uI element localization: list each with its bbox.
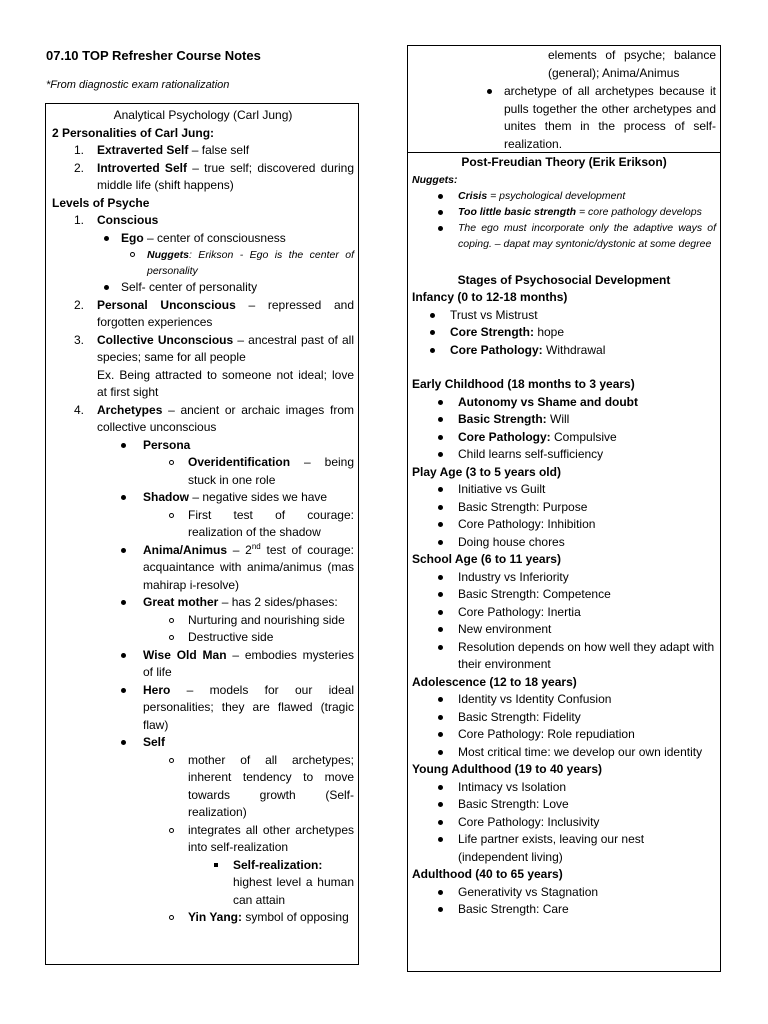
list-item: Basic Strength: Competence xyxy=(412,586,716,604)
list-item: Doing house chores xyxy=(412,534,716,552)
self-sub-2: integrates all other archetypes into self-realization xyxy=(52,822,354,857)
bullet-icon xyxy=(438,715,443,720)
bullet-icon xyxy=(121,443,126,448)
bullet-icon xyxy=(438,890,443,895)
bullet-icon xyxy=(438,400,443,405)
bullet-icon xyxy=(430,313,435,318)
bullet-icon xyxy=(438,505,443,510)
list-item: Core Pathology: Inclusivity xyxy=(412,814,716,832)
list-item: Most critical time: we develop our own identity xyxy=(412,744,716,762)
bullet-icon xyxy=(438,540,443,545)
circle-bullet-icon xyxy=(130,252,135,257)
bullet-icon xyxy=(104,236,109,241)
bullet-icon xyxy=(121,688,126,693)
bullet-icon xyxy=(438,837,443,842)
jung-continuation xyxy=(407,45,721,153)
archetype-self: Self xyxy=(52,734,354,752)
bullet-icon xyxy=(121,548,126,553)
bullet-icon xyxy=(121,495,126,500)
bullet-icon xyxy=(438,194,443,199)
list-item: Core Pathology: Withdrawal xyxy=(412,342,716,360)
archetype-hero: Hero – models for our ideal personalities; they are flawed (tragic flaw) xyxy=(52,682,354,735)
level-4: 4. Archetypes – ancient or archaic images from collective unconscious xyxy=(74,402,354,434)
page-title: 07.10 TOP Refresher Course Notes xyxy=(46,48,261,63)
bullet-icon xyxy=(438,592,443,597)
list-item: Basic Strength: Purpose xyxy=(412,499,716,517)
bullet-icon xyxy=(438,785,443,790)
list-item: Trust vs Mistrust xyxy=(412,307,716,325)
bullet-icon xyxy=(438,732,443,737)
list-item: Identity vs Identity Confusion xyxy=(412,691,716,709)
jung-section xyxy=(45,103,359,965)
erikson-section xyxy=(407,152,721,972)
self-sub-1: mother of all archetypes; inherent tendency to move towards growth (Self-realization) xyxy=(52,752,354,822)
bullet-icon xyxy=(438,802,443,807)
list-item: Industry vs Inferiority xyxy=(412,569,716,587)
list-item: Initiative vs Guilt xyxy=(412,481,716,499)
stage-early-childhood: Early Childhood (18 months to 3 years) xyxy=(412,377,635,391)
bullet-icon xyxy=(438,907,443,912)
stage-adolescence: Adolescence (12 to 18 years) xyxy=(412,674,577,689)
stage-adulthood: Adulthood (40 to 65 years) xyxy=(412,867,563,881)
bullet-icon xyxy=(438,697,443,702)
bullet-icon xyxy=(438,627,443,632)
ego-nuggets: Nuggets: Erikson - Ego is the center of personality xyxy=(52,247,354,279)
circle-bullet-icon xyxy=(169,618,174,623)
bullet-icon xyxy=(438,575,443,580)
list-item: Core Pathology: Role repudiation xyxy=(412,726,716,744)
erikson-nuggets-label: Nuggets: xyxy=(412,173,458,186)
erikson-title: Post-Freudian Theory (Erik Erikson) xyxy=(461,155,667,169)
stage-infancy: Infancy (0 to 12-18 months) xyxy=(412,290,568,304)
list-item: Core Strength: hope xyxy=(412,324,716,342)
page-note: *From diagnostic exam rationalization xyxy=(46,79,230,91)
list-item: Basic Strength: Care xyxy=(412,901,716,919)
bullet-icon xyxy=(104,285,109,290)
list-item: Autonomy vs Shame and doubt xyxy=(412,394,716,412)
archetype-persona: Persona xyxy=(52,437,354,455)
bullet-icon xyxy=(438,226,443,231)
archetype-anima: Anima/Animus – 2nd test of courage: acquaintance with anima/animus (mas mahirap i-resolve) xyxy=(52,542,354,595)
list-item: Life partner exists, leaving our nest (independent living) xyxy=(412,831,716,866)
nugget-strength: Too little basic strength = core pathology develops xyxy=(412,204,716,220)
continuation-line: elements of psyche; balance (general); Anima/Animus xyxy=(548,48,716,80)
yin-yang: Yin Yang: symbol of opposing xyxy=(52,909,354,927)
list-item: Basic Strength: Love xyxy=(412,796,716,814)
nugget-crisis: Crisis = psychological development xyxy=(412,188,716,204)
bullet-icon xyxy=(438,610,443,615)
nugget-ego: The ego must incorporate only the adaptive ways of coping. – dapat may syntonic/dystonic at some degree xyxy=(412,220,716,252)
bullet-icon xyxy=(438,487,443,492)
circle-bullet-icon xyxy=(169,758,174,763)
archetype-wise-old-man: Wise Old Man – embodies mysteries of life xyxy=(52,647,354,682)
bullet-icon xyxy=(438,522,443,527)
list-item: Basic Strength: Fidelity xyxy=(412,709,716,727)
list-item: Core Pathology: Inertia xyxy=(412,604,716,622)
stages-title: Stages of Psychosocial Development xyxy=(457,272,671,287)
personality-2: 2. Introverted Self – true self; discovered during middle life (shift happens) xyxy=(74,160,354,192)
list-item: New environment xyxy=(412,621,716,639)
stage-play-age: Play Age (3 to 5 years old) xyxy=(412,464,561,479)
stage-school-age: School Age (6 to 11 years) xyxy=(412,552,561,566)
bullet-icon xyxy=(438,210,443,215)
archetype-shadow: Shadow – negative sides we have xyxy=(52,489,354,507)
circle-bullet-icon xyxy=(169,513,174,518)
bullet-icon xyxy=(438,435,443,440)
archetype-great-mother: Great mother – has 2 sides/phases: xyxy=(52,594,354,612)
list-item: Resolution depends on how well they adapt with their environment xyxy=(412,639,716,674)
bullet-icon xyxy=(487,89,492,94)
bullet-icon xyxy=(438,452,443,457)
ego-item: Ego – center of consciousness xyxy=(52,230,354,248)
list-item: Core Pathology: Inhibition xyxy=(412,516,716,534)
continuation-bullet: archetype of all archetypes because it pulls together the other archetypes and unites them in the process of self-realization. xyxy=(504,83,716,153)
level-3-example: Ex. Being attracted to someone not ideal; love at first sight xyxy=(97,367,354,399)
stage-young-adulthood: Young Adulthood (19 to 40 years) xyxy=(412,762,603,776)
bullet-icon xyxy=(430,330,435,335)
personality-1: 1. Extraverted Self – false self xyxy=(74,143,250,157)
levels-heading: Levels of Psyche xyxy=(52,195,150,210)
self-item: Self- center of personality xyxy=(52,279,354,297)
persona-overid: Overidentification – being stuck in one role xyxy=(52,454,354,489)
circle-bullet-icon xyxy=(169,915,174,920)
circle-bullet-icon xyxy=(169,635,174,640)
gm-sub-2: Destructive side xyxy=(52,629,354,647)
bullet-icon xyxy=(438,750,443,755)
level-1: 1. Conscious xyxy=(74,213,159,227)
square-bullet-icon xyxy=(214,863,218,867)
gm-sub-1: Nurturing and nourishing side xyxy=(52,612,354,630)
list-item: Generativity vs Stagnation xyxy=(412,884,716,902)
bullet-icon xyxy=(438,645,443,650)
list-item: Core Pathology: Compulsive xyxy=(412,429,716,447)
bullet-icon xyxy=(438,417,443,422)
list-item: Child learns self-sufficiency xyxy=(412,446,716,464)
bullet-icon xyxy=(121,653,126,658)
level-3: 3. Collective Unconscious – ancestral past of all species; same for all people xyxy=(74,332,354,364)
list-item: Basic Strength: Will xyxy=(412,411,716,429)
shadow-sub: First test of courage: realization of the shadow xyxy=(52,507,354,542)
bullet-icon xyxy=(438,820,443,825)
bullet-icon xyxy=(121,600,126,605)
jung-title: Analytical Psychology (Carl Jung) xyxy=(113,108,293,122)
level-2: 2. Personal Unconscious – repressed and forgotten experiences xyxy=(74,297,354,329)
list-item: Intimacy vs Isolation xyxy=(412,779,716,797)
circle-bullet-icon xyxy=(169,460,174,465)
circle-bullet-icon xyxy=(169,828,174,833)
bullet-icon xyxy=(121,740,126,745)
personalities-heading: 2 Personalities of Carl Jung: xyxy=(52,125,215,140)
bullet-icon xyxy=(430,348,435,353)
self-realization: Self-realization: highest level a human can attain xyxy=(52,857,354,910)
